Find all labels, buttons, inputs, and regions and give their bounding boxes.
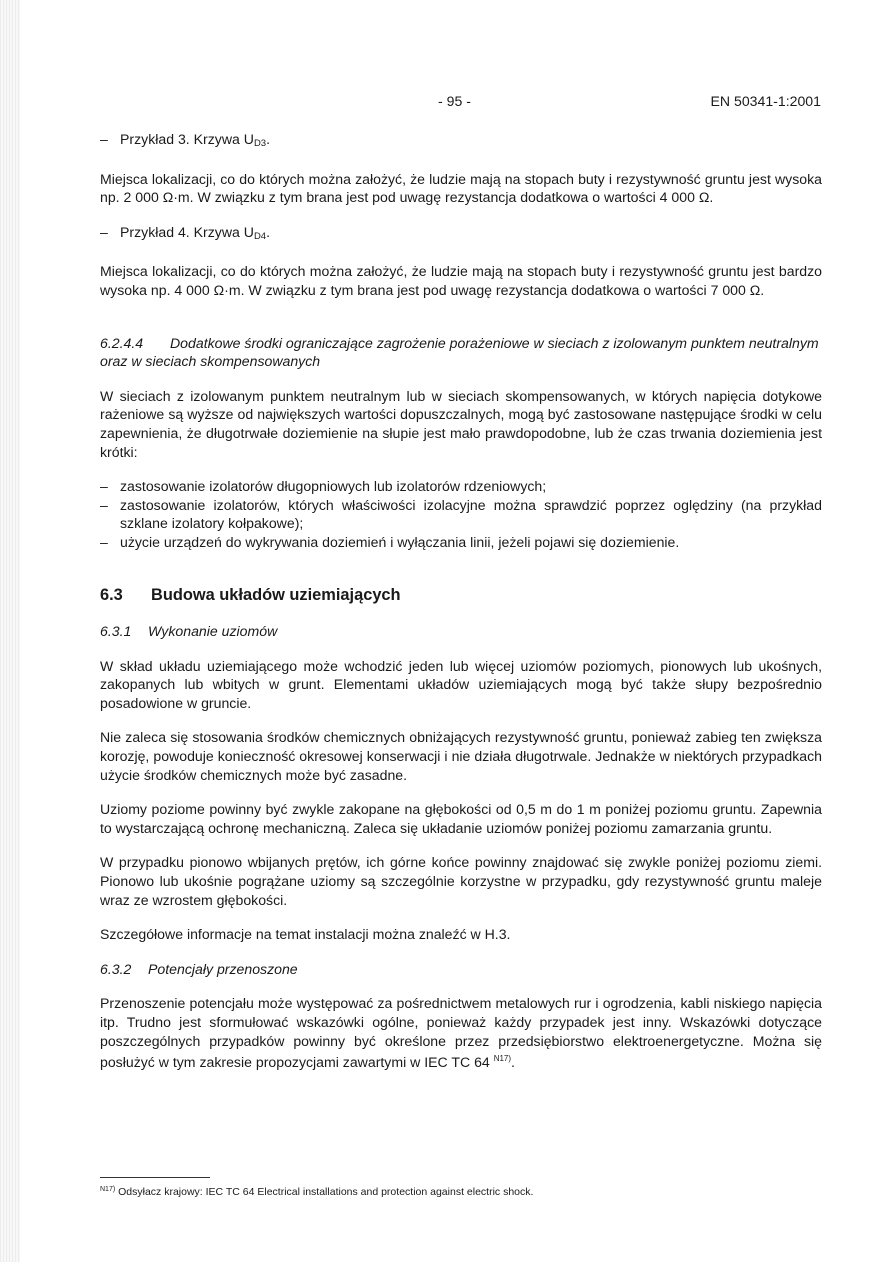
section-6244-heading: 6.2.4.4 Dodatkowe środki ograniczające zagrożenie porażeniowe w sieciach z izolowanym punktem neutralnym oraz w sieciach skompensowanych	[100, 334, 819, 370]
section-631-paragraph-4: W przypadku pionowo wbijanych prętów, ich górne końce powinny znajdować się zwykle poniżej poziomu ziemi. Pionowo lub ukośnie pogrążane uziomy są szczególnie korzystne w przypadku, gdy rezystywność gruntu maleje wraz ze wzrostem głębokości.	[100, 854, 822, 908]
example-3-heading: – Przykład 3. Krzywa $U_{D3}$.	[100, 131, 271, 149]
section-631-paragraph-5: Szczegółowe informacje na temat instalacji można znaleźć w H.3.	[100, 926, 511, 943]
footnote-divider	[100, 1177, 210, 1178]
section-631-paragraph-3: Uziomy poziome powinny być zwykle zakopane na głębokości od 0,5 m do 1 m poniżej poziomu gruntu. Zapewnia to wystarczającą ochronę mechaniczną. Zaleca się układanie uziomów poniżej poziomu zamarzania gruntu.	[100, 801, 822, 836]
footnote-text: Odsyłacz krajowy: IEC TC 64 Electrical installations and protection against electric shock.	[115, 1186, 534, 1198]
footnote-mark: N17)	[100, 1186, 116, 1193]
section-6244-paragraph: W sieciach z izolowanym punktem neutralnym lub w sieciach skompensowanych, w których napięcia dotykowe rażeniowe są wyższe od największych wartości dopuszczalnych, mogą być zastosowane następujące środki w celu zapewnienia, że długotrwałe doziemienie na słupie jest mało prawdopodobne, lub że czas trwania doziemienia jest krótki:	[100, 387, 822, 460]
example-4-paragraph: Miejsca lokalizacji, co do których można założyć, że ludzie mają na stopach buty i rezystywność gruntu jest bardzo wysoka np. 4 000 Ω·m. W związku z tym brana jest pod uwagę rezystancja dodatkowa o wartości 7 000 Ω.	[100, 263, 822, 298]
section-632-paragraph: Przenoszenie potencjału może występować za pośrednictwem metalowych rur i ogrodzenia, kabli niskiego napięcia itp. Trudno jest sformułować wskazówki ogólne, ponieważ każdy przypadek jest inny. Wskazówki dotyczące poszczególnych przypadków powinny być określone przez przedsiębiorstwo elektroenergetyczne. Można się posłużyć w tym zakresie propozycjami zawartymi w IEC TC 64 $^{N17)}$.	[100, 995, 822, 1071]
list-item: – użycie urządzeń do wykrywania doziemień i wyłączania linii, jeżeli pojawi się doziemienie.	[100, 533, 680, 550]
example-4-heading: – Przykład 4. Krzywa $U_{D4}$.	[100, 223, 271, 242]
section-632-heading: 6.3.2 Potencjały przenoszone	[100, 960, 298, 977]
section-631-paragraph-1: W skład układu uziemiającego może wchodzić jeden lub więcej uziomów poziomych, pionowych lub ukośnych, zakopanych lub wbitych w grunt. Elementami układów uziemiających mogą być także słupy bezpośrednio posadowione w gruncie.	[100, 657, 822, 711]
section-63-heading: 6.3 Budowa układów uziemiających	[100, 585, 401, 604]
page-header	[0, 92, 893, 110]
page-number: - 95 -	[438, 93, 471, 109]
document-body	[100, 130, 822, 1088]
footnote-reference: N17)	[493, 1054, 512, 1064]
measures-list	[100, 477, 822, 551]
section-631-paragraph-2: Nie zaleca się stosowania środków chemicznych obniżających rezystywność gruntu, ponieważ zabieg ten zwiększa korozję, powoduje konieczność okresowej konserwacji i nie działa długotrwale. Jednakże w niektórych przypadkach użycie środków chemicznych może być zasadne.	[100, 729, 822, 783]
example-3-paragraph: Miejsca lokalizacji, co do których można założyć, że ludzie mają na stopach buty i rezystywność gruntu jest wysoka np. 2 000 Ω·m. W związku z tym brana jest pod uwagę rezystancja dodatkowa o wartości 4 000 Ω.	[100, 170, 822, 206]
section-631-heading: 6.3.1 Wykonanie uziomów	[100, 623, 278, 640]
list-item: – zastosowanie izolatorów, których właściwości izolacyjne można sprawdzić poprzez oględziny (na przykład szklane izolatory kołpakowe);	[100, 496, 822, 532]
scan-edge	[0, 0, 20, 1262]
document-code: EN 50341-1:2001	[710, 93, 821, 109]
list-item: – zastosowanie izolatorów długopniowych lub izolatorów rdzeniowych;	[100, 478, 547, 495]
footnote	[100, 1183, 533, 1199]
